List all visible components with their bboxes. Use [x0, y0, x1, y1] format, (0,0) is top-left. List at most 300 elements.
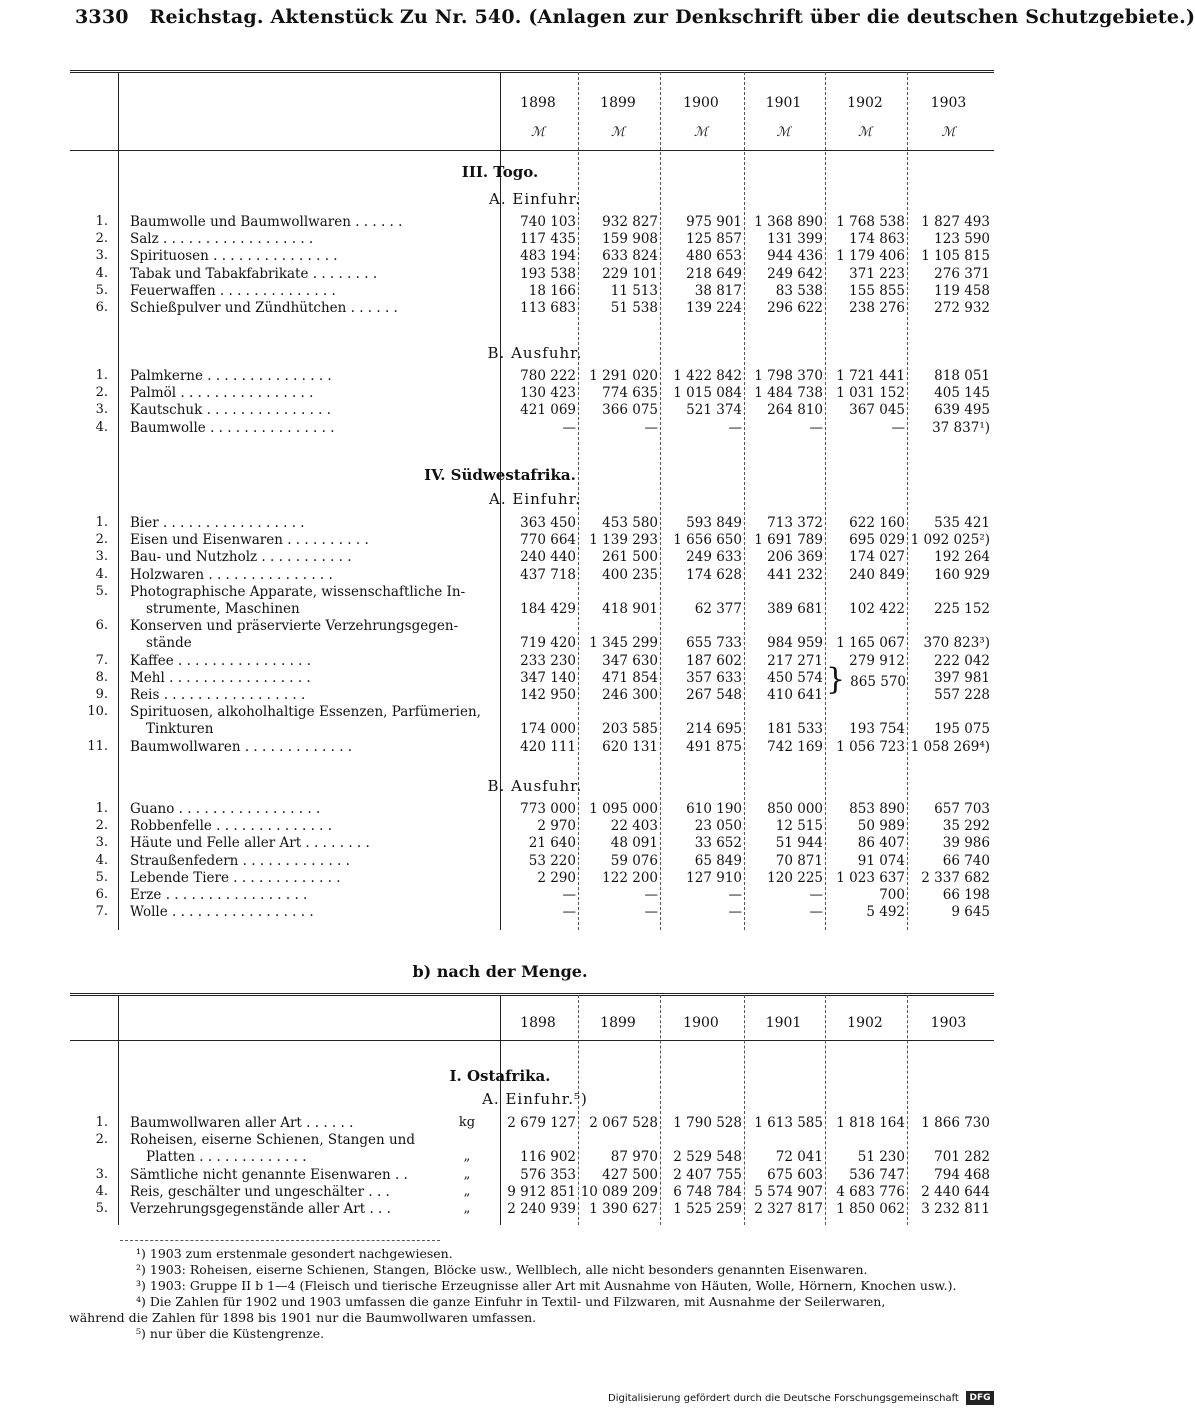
row-number: 1. [95, 368, 108, 383]
cell-1900: 2 407 755 [673, 1166, 742, 1183]
grid-line-left [118, 72, 119, 930]
cell-1900: 125 857 [686, 231, 742, 248]
cell-1903: 1 092 025²) [910, 532, 990, 549]
cell-1900: 6 748 784 [673, 1183, 742, 1200]
row-label: Salz . . . . . . . . . . . . . . . . . . [130, 231, 314, 248]
row-number: 8. [95, 669, 108, 685]
cell-1902: 91 074 [857, 852, 905, 869]
year-header-1899: 1899 [600, 1015, 636, 1031]
grid-line-left [118, 995, 119, 1225]
row-label: Baumwolle und Baumwollwaren . . . . . . [130, 214, 403, 230]
cell-1902: 50 989 [857, 818, 905, 835]
cell-1902: 1 165 067 [836, 635, 905, 652]
row-label: Reis, geschälter und ungeschälter . . . [130, 1183, 390, 1200]
row-number: 9. [95, 687, 108, 702]
row-number: 2. [95, 1132, 108, 1148]
cell-1898: 347 140 [520, 669, 576, 686]
cell-1898: 2 970 [537, 818, 576, 835]
cell-1899: 48 091 [610, 835, 658, 852]
cell-1900: 218 649 [686, 265, 742, 282]
year-header-1898: 1898 [520, 1015, 556, 1031]
currency-mark-1898: ℳ [531, 125, 545, 140]
cell-1899: 51 538 [610, 300, 658, 316]
cell-1903: 405 145 [934, 385, 990, 402]
cell-1899: 22 403 [610, 818, 658, 835]
cell-1903: 222 042 [934, 652, 990, 669]
cell-1898: 130 423 [520, 385, 576, 402]
cell-1901: 1 691 789 [754, 532, 823, 549]
row-label: Baumwollwaren . . . . . . . . . . . . . [130, 738, 353, 755]
row-unit: „ [463, 1183, 471, 1199]
row-label: Bier . . . . . . . . . . . . . . . . . [130, 515, 305, 531]
row-label-cont: strumente, Maschinen [146, 601, 300, 617]
cell-1902: 193 754 [849, 721, 905, 738]
row-label: Baumwolle . . . . . . . . . . . . . . . [130, 419, 335, 436]
cell-1902: 279 912 [849, 652, 905, 669]
cell-1901: 944 436 [767, 248, 823, 265]
cell-1900: 610 190 [686, 801, 742, 817]
row-number: 1. [95, 515, 108, 530]
cell-1903: 66 740 [942, 852, 990, 869]
cell-1903: 818 051 [934, 368, 990, 384]
cell-1899: 620 131 [602, 738, 658, 755]
row-label-cont: Tinkturen [146, 721, 214, 738]
cell-1903: 557 228 [934, 687, 990, 703]
row-label: Photographische Apparate, wissenschaftliche In- [130, 583, 466, 600]
cell-1898: — [562, 419, 576, 436]
cell-1898: 117 435 [520, 231, 576, 248]
cell-1899: — [644, 904, 658, 921]
cell-1900: 267 548 [686, 687, 742, 703]
year-header-1899: 1899 [600, 95, 636, 111]
cell-1901: 1 798 370 [754, 368, 823, 384]
cell-1903: 192 264 [934, 549, 990, 566]
cell-1902: 1 768 538 [836, 214, 905, 230]
section-title-swa: IV. Südwestafrika. [424, 466, 576, 484]
currency-mark-1901: ℳ [776, 125, 791, 140]
cell-1898: 184 429 [520, 601, 576, 617]
cell-1903: 657 703 [934, 801, 990, 817]
row-label: Schießpulver und Zündhütchen . . . . . . [130, 300, 398, 316]
cell-1901: 206 369 [767, 549, 823, 566]
cell-1898: 773 000 [520, 801, 576, 817]
cell-1898: 719 420 [520, 635, 576, 652]
currency-mark-1899: ℳ [611, 125, 625, 140]
cell-1898: 240 440 [520, 549, 576, 566]
cell-1900: 174 628 [686, 566, 742, 583]
cell-1900: — [728, 419, 742, 436]
cell-1903: 1 058 269⁴) [910, 738, 990, 755]
cell-1899: 1 139 293 [589, 532, 658, 549]
cell-1901: 51 944 [775, 835, 823, 852]
row-label: Erze . . . . . . . . . . . . . . . . . [130, 887, 308, 903]
grid-line-col-2 [660, 72, 661, 930]
cell-1900: 139 224 [686, 300, 742, 316]
dfg-logo: DFG [966, 1391, 994, 1405]
row-label: Palmkerne . . . . . . . . . . . . . . . [130, 368, 332, 384]
year-header-1902: 1902 [847, 95, 883, 111]
currency-mark-1902: ℳ [858, 125, 872, 140]
row-label: Tabak und Tabakfabrikate . . . . . . . . [130, 265, 378, 282]
cell-1901: 249 642 [767, 265, 823, 282]
row-unit: „ [463, 1149, 471, 1165]
cell-1900: 65 849 [694, 852, 742, 869]
row-number: 3. [95, 402, 108, 418]
cell-1902: 700 [879, 887, 905, 903]
cell-1902: 240 849 [849, 566, 905, 583]
cell-1900: 1 525 259 [673, 1201, 742, 1217]
cell-1898: — [562, 904, 576, 921]
cell-1898: 18 166 [528, 282, 576, 299]
cell-1902: 155 855 [849, 282, 905, 299]
cell-1898: 780 222 [520, 368, 576, 384]
cell-1898: 421 069 [520, 402, 576, 419]
footnote-5: ⁵) nur über die Küstengrenze. [136, 1326, 325, 1341]
cell-1901: 181 533 [767, 721, 823, 738]
row-number: 3. [95, 549, 108, 565]
cell-1901: 296 622 [767, 300, 823, 316]
row-number: 2. [95, 231, 108, 247]
row-number: 5. [95, 869, 108, 885]
cell-1898: 113 683 [520, 300, 576, 316]
cell-1903: 123 590 [934, 231, 990, 248]
currency-mark-1903: ℳ [941, 125, 956, 140]
cell-1900: 2 529 548 [673, 1149, 742, 1166]
cell-1898: 2 679 127 [507, 1115, 576, 1131]
cell-1900: 975 901 [686, 214, 742, 230]
row-label: Wolle . . . . . . . . . . . . . . . . . [130, 904, 314, 921]
cell-1898: 2 290 [537, 869, 576, 886]
cell-1898: 770 664 [520, 532, 576, 549]
cell-1899: 229 101 [602, 265, 658, 282]
cell-1901: 1 613 585 [754, 1115, 823, 1131]
row-label: Holzwaren . . . . . . . . . . . . . . . [130, 566, 333, 583]
cell-1900: 38 817 [694, 282, 742, 299]
footnote-rule [120, 1240, 440, 1241]
cell-1901: 5 574 907 [754, 1183, 823, 1200]
cell-1898: 142 950 [520, 687, 576, 703]
cell-1898: 9 912 851 [507, 1183, 576, 1200]
cell-1902: 371 223 [849, 265, 905, 282]
cell-1899: 453 580 [602, 515, 658, 531]
row-number: 4. [95, 852, 108, 868]
cell-1903: 639 495 [934, 402, 990, 419]
row-label: Bau- und Nutzholz . . . . . . . . . . . [130, 549, 352, 566]
cell-1899: 774 635 [602, 385, 658, 402]
grid-line-col-5 [907, 72, 908, 930]
cell-1903: 2 440 644 [921, 1183, 990, 1200]
cell-1899: 2 067 528 [589, 1115, 658, 1131]
row-number: 10. [87, 704, 108, 720]
row-number: 3. [95, 248, 108, 264]
row-label: Spirituosen . . . . . . . . . . . . . . . [130, 248, 338, 265]
cell-1902: 1 031 152 [836, 385, 905, 402]
cell-1899: — [644, 887, 658, 903]
cell-1903: 701 282 [934, 1149, 990, 1166]
cell-1898: 437 718 [520, 566, 576, 583]
cell-1901: 441 232 [767, 566, 823, 583]
cell-1902: 5 492 [866, 904, 905, 921]
row-label: Kaffee . . . . . . . . . . . . . . . . [130, 652, 312, 669]
cell-1903: 225 152 [934, 601, 990, 617]
row-number: 5. [95, 1201, 108, 1216]
menge-top-rule [70, 993, 994, 996]
cell-1902: 536 747 [849, 1166, 905, 1183]
row-number: 5. [95, 282, 108, 298]
cell-1899: 1 095 000 [589, 801, 658, 817]
cell-1900: 1 422 842 [673, 368, 742, 384]
cell-1902: 174 863 [849, 231, 905, 248]
row-number: 6. [95, 300, 108, 315]
year-header-1903: 1903 [930, 1015, 967, 1031]
merged-value-1902: 865 570 [850, 674, 906, 690]
row-label: Häute und Felle aller Art . . . . . . . . [130, 835, 370, 852]
page-number: 3330 [75, 6, 129, 28]
cell-1901: 675 603 [767, 1166, 823, 1183]
cell-1899: 11 513 [610, 282, 658, 299]
togo-ausfuhr-title: B. Ausfuhr. [487, 344, 583, 362]
cell-1899: 203 585 [602, 721, 658, 738]
cell-1899: 59 076 [610, 852, 658, 869]
cell-1898: 53 220 [528, 852, 576, 869]
cell-1898: — [562, 887, 576, 903]
footnote-2: ²) 1903: Roheisen, eiserne Schienen, Stangen, Blöcke usw., Wellblech, alle nicht besonders genannten Eisenwaren. [136, 1262, 868, 1277]
cell-1900: 1 015 084 [673, 385, 742, 402]
cell-1900: 187 602 [686, 652, 742, 669]
cell-1903: 1 866 730 [921, 1115, 990, 1131]
cell-1900: — [728, 887, 742, 903]
row-label: Baumwollwaren aller Art . . . . . . [130, 1115, 354, 1131]
cell-1900: 1 656 650 [673, 532, 742, 549]
year-header-1901: 1901 [765, 1015, 802, 1031]
footnote-4: ⁴) Die Zahlen für 1902 und 1903 umfassen die ganze Einfuhr in Textil- und Filzwaren, mit Ausnahme der Seilerwaren, [136, 1294, 886, 1309]
row-number: 3. [95, 835, 108, 851]
cell-1902: 622 160 [849, 515, 905, 531]
section-title-togo: III. Togo. [461, 163, 539, 181]
cell-1902: 367 045 [849, 402, 905, 419]
row-number: 4. [95, 1183, 108, 1199]
cell-1900: 655 733 [686, 635, 742, 652]
cell-1902: 51 230 [857, 1149, 905, 1166]
cell-1902: 86 407 [857, 835, 905, 852]
cell-1900: 491 875 [686, 738, 742, 755]
cell-1901: — [809, 419, 823, 436]
cell-1899: 418 901 [602, 601, 658, 617]
cell-1899: 366 075 [602, 402, 658, 419]
row-label-cont: stände [146, 635, 192, 652]
cell-1903: 119 458 [934, 282, 990, 299]
cell-1903: 9 645 [951, 904, 990, 921]
currency-mark-1900: ℳ [694, 125, 708, 140]
cell-1901: 450 574 [767, 669, 823, 686]
cell-1903: 39 986 [942, 835, 990, 852]
page-header [75, 6, 1195, 28]
cell-1902: 174 027 [849, 549, 905, 566]
cell-1901: 264 810 [767, 402, 823, 419]
row-number: 7. [95, 904, 108, 920]
cell-1899: 427 500 [602, 1166, 658, 1183]
cell-1899: 261 500 [602, 549, 658, 566]
cell-1902: 1 056 723 [836, 738, 905, 755]
row-number: 6. [95, 618, 108, 634]
cell-1901: 850 000 [767, 801, 823, 817]
row-number: 4. [95, 419, 108, 435]
row-number: 5. [95, 583, 108, 599]
year-header-1902: 1902 [847, 1015, 883, 1031]
table-top-rule [70, 70, 994, 73]
cell-1902: 695 029 [849, 532, 905, 549]
cell-1898: 363 450 [520, 515, 576, 531]
cell-1901: 1 484 738 [754, 385, 823, 402]
cell-1902: 1 818 164 [836, 1115, 905, 1131]
row-label: Guano . . . . . . . . . . . . . . . . . [130, 801, 321, 817]
cell-1899: 347 630 [602, 652, 658, 669]
credit-line: Digitalisierung gefördert durch die Deutsche Forschungsgemeinschaft [608, 1393, 959, 1404]
cell-1901: 131 399 [767, 231, 823, 248]
cell-1900: 127 910 [686, 869, 742, 886]
cell-1903: 66 198 [942, 887, 990, 903]
row-label: Konserven und präservierte Verzehrungsgegen- [130, 618, 459, 635]
footnote-3: ³) 1903: Gruppe II b 1—4 (Fleisch und tierische Erzeugnisse aller Art mit Ausnahme von Häuten, Wolle, Hörnern, Knochen usw.). [136, 1278, 957, 1293]
cell-1899: 246 300 [602, 687, 658, 703]
cell-1900: 480 653 [686, 248, 742, 265]
cell-1902: 238 276 [849, 300, 905, 316]
row-number: 1. [95, 801, 108, 816]
cell-1903: 370 823³) [923, 635, 990, 652]
row-label: Straußenfedern . . . . . . . . . . . . . [130, 852, 350, 869]
cell-1900: 23 050 [694, 818, 742, 835]
cell-1903: 1 827 493 [921, 214, 990, 230]
cell-1901: — [809, 904, 823, 921]
row-label: Kautschuk . . . . . . . . . . . . . . . [130, 402, 332, 419]
cell-1902: 1 023 637 [836, 869, 905, 886]
cell-1898: 233 230 [520, 652, 576, 669]
cell-1903: 1 105 815 [921, 248, 990, 265]
cell-1902: 853 890 [849, 801, 905, 817]
cell-1903: 37 837¹) [932, 419, 990, 436]
cell-1901: — [809, 887, 823, 903]
cell-1898: 116 902 [520, 1149, 576, 1166]
cell-1900: 357 633 [686, 669, 742, 686]
row-label: Robbenfelle . . . . . . . . . . . . . . [130, 818, 333, 835]
section-title-ostafrika: I. Ostafrika. [449, 1067, 551, 1085]
cell-1902: — [891, 419, 905, 436]
cell-1903: 276 371 [934, 265, 990, 282]
brace-mehl-reis: } [826, 662, 846, 697]
section-title-menge: b) nach der Menge. [412, 962, 588, 981]
cell-1903: 397 981 [934, 669, 990, 686]
row-label: Roheisen, eiserne Schienen, Stangen und [130, 1132, 415, 1149]
cell-1899: 471 854 [602, 669, 658, 686]
cell-1899: 633 824 [602, 248, 658, 265]
year-header-1900: 1900 [683, 1015, 719, 1031]
cell-1899: 400 235 [602, 566, 658, 583]
cell-1901: 12 515 [775, 818, 823, 835]
row-label: Sämtliche nicht genannte Eisenwaren . . [130, 1166, 408, 1183]
row-number: 2. [95, 818, 108, 834]
year-header-1903: 1903 [930, 95, 967, 111]
cell-1902: 1 721 441 [836, 368, 905, 384]
year-header-1901: 1901 [765, 95, 802, 111]
cell-1900: 249 633 [686, 549, 742, 566]
cell-1898: 420 111 [520, 738, 576, 755]
cell-1900: 521 374 [686, 402, 742, 419]
row-label: Mehl . . . . . . . . . . . . . . . . . [130, 669, 311, 686]
cell-1898: 174 000 [520, 721, 576, 738]
cell-1901: 72 041 [775, 1149, 823, 1166]
cell-1899: 1 291 020 [589, 368, 658, 384]
cell-1901: 742 169 [767, 738, 823, 755]
cell-1902: 1 179 406 [836, 248, 905, 265]
row-label: Eisen und Eisenwaren . . . . . . . . . . [130, 532, 369, 549]
cell-1900: 593 849 [686, 515, 742, 531]
cell-1898: 2 240 939 [507, 1201, 576, 1217]
cell-1901: 1 368 890 [754, 214, 823, 230]
cell-1901: 713 372 [767, 515, 823, 531]
ostafrika-einfuhr-title: A. Einfuhr.⁵) [482, 1090, 588, 1108]
cell-1901: 120 225 [767, 869, 823, 886]
cell-1899: 159 908 [602, 231, 658, 248]
cell-1901: 984 959 [767, 635, 823, 652]
row-number: 2. [95, 385, 108, 401]
cell-1901: 83 538 [775, 282, 823, 299]
row-label: Feuerwaffen . . . . . . . . . . . . . . [130, 282, 336, 299]
row-number: 1. [95, 214, 108, 229]
cell-1903: 535 421 [934, 515, 990, 531]
row-unit: kg [458, 1115, 476, 1130]
menge-header-rule [70, 1040, 994, 1041]
cell-1899: 932 827 [602, 214, 658, 230]
cell-1898: 576 353 [520, 1166, 576, 1183]
row-label: Verzehrungsgegenstände aller Art . . . [130, 1201, 391, 1217]
cell-1898: 740 103 [520, 214, 576, 230]
row-number: 11. [87, 738, 108, 754]
cell-1903: 3 232 811 [921, 1201, 990, 1217]
cell-1899: 122 200 [602, 869, 658, 886]
cell-1898: 21 640 [528, 835, 576, 852]
row-number: 4. [95, 265, 108, 281]
togo-einfuhr-title: A. Einfuhr. [489, 190, 581, 208]
row-number: 6. [95, 887, 108, 902]
cell-1899: 87 970 [610, 1149, 658, 1166]
row-number: 3. [95, 1166, 108, 1182]
footnote-1: ¹) 1903 zum erstenmale gesondert nachgewiesen. [136, 1246, 453, 1261]
table-header-rule [70, 150, 994, 151]
cell-1903: 794 468 [934, 1166, 990, 1183]
cell-1901: 70 871 [775, 852, 823, 869]
cell-1900: 214 695 [686, 721, 742, 738]
cell-1901: 410 641 [767, 687, 823, 703]
cell-1903: 35 292 [942, 818, 990, 835]
cell-1900: 62 377 [694, 601, 742, 617]
row-number: 4. [95, 566, 108, 582]
cell-1899: 10 089 209 [580, 1183, 658, 1200]
cell-1902: 1 850 062 [836, 1201, 905, 1217]
row-label-cont: Platten . . . . . . . . . . . . . [146, 1149, 307, 1166]
cell-1898: 193 538 [520, 265, 576, 282]
cell-1900: — [728, 904, 742, 921]
row-label: Reis . . . . . . . . . . . . . . . . . [130, 687, 306, 703]
cell-1903: 195 075 [934, 721, 990, 738]
row-number: 7. [95, 652, 108, 668]
cell-1902: 102 422 [849, 601, 905, 617]
row-number: 1. [95, 1115, 108, 1130]
row-label: Spirituosen, alkoholhaltige Essenzen, Parfümerien, [130, 704, 481, 721]
cell-1900: 1 790 528 [673, 1115, 742, 1131]
cell-1903: 2 337 682 [921, 869, 990, 886]
row-unit: „ [463, 1166, 471, 1182]
cell-1899: 1 345 299 [589, 635, 658, 652]
